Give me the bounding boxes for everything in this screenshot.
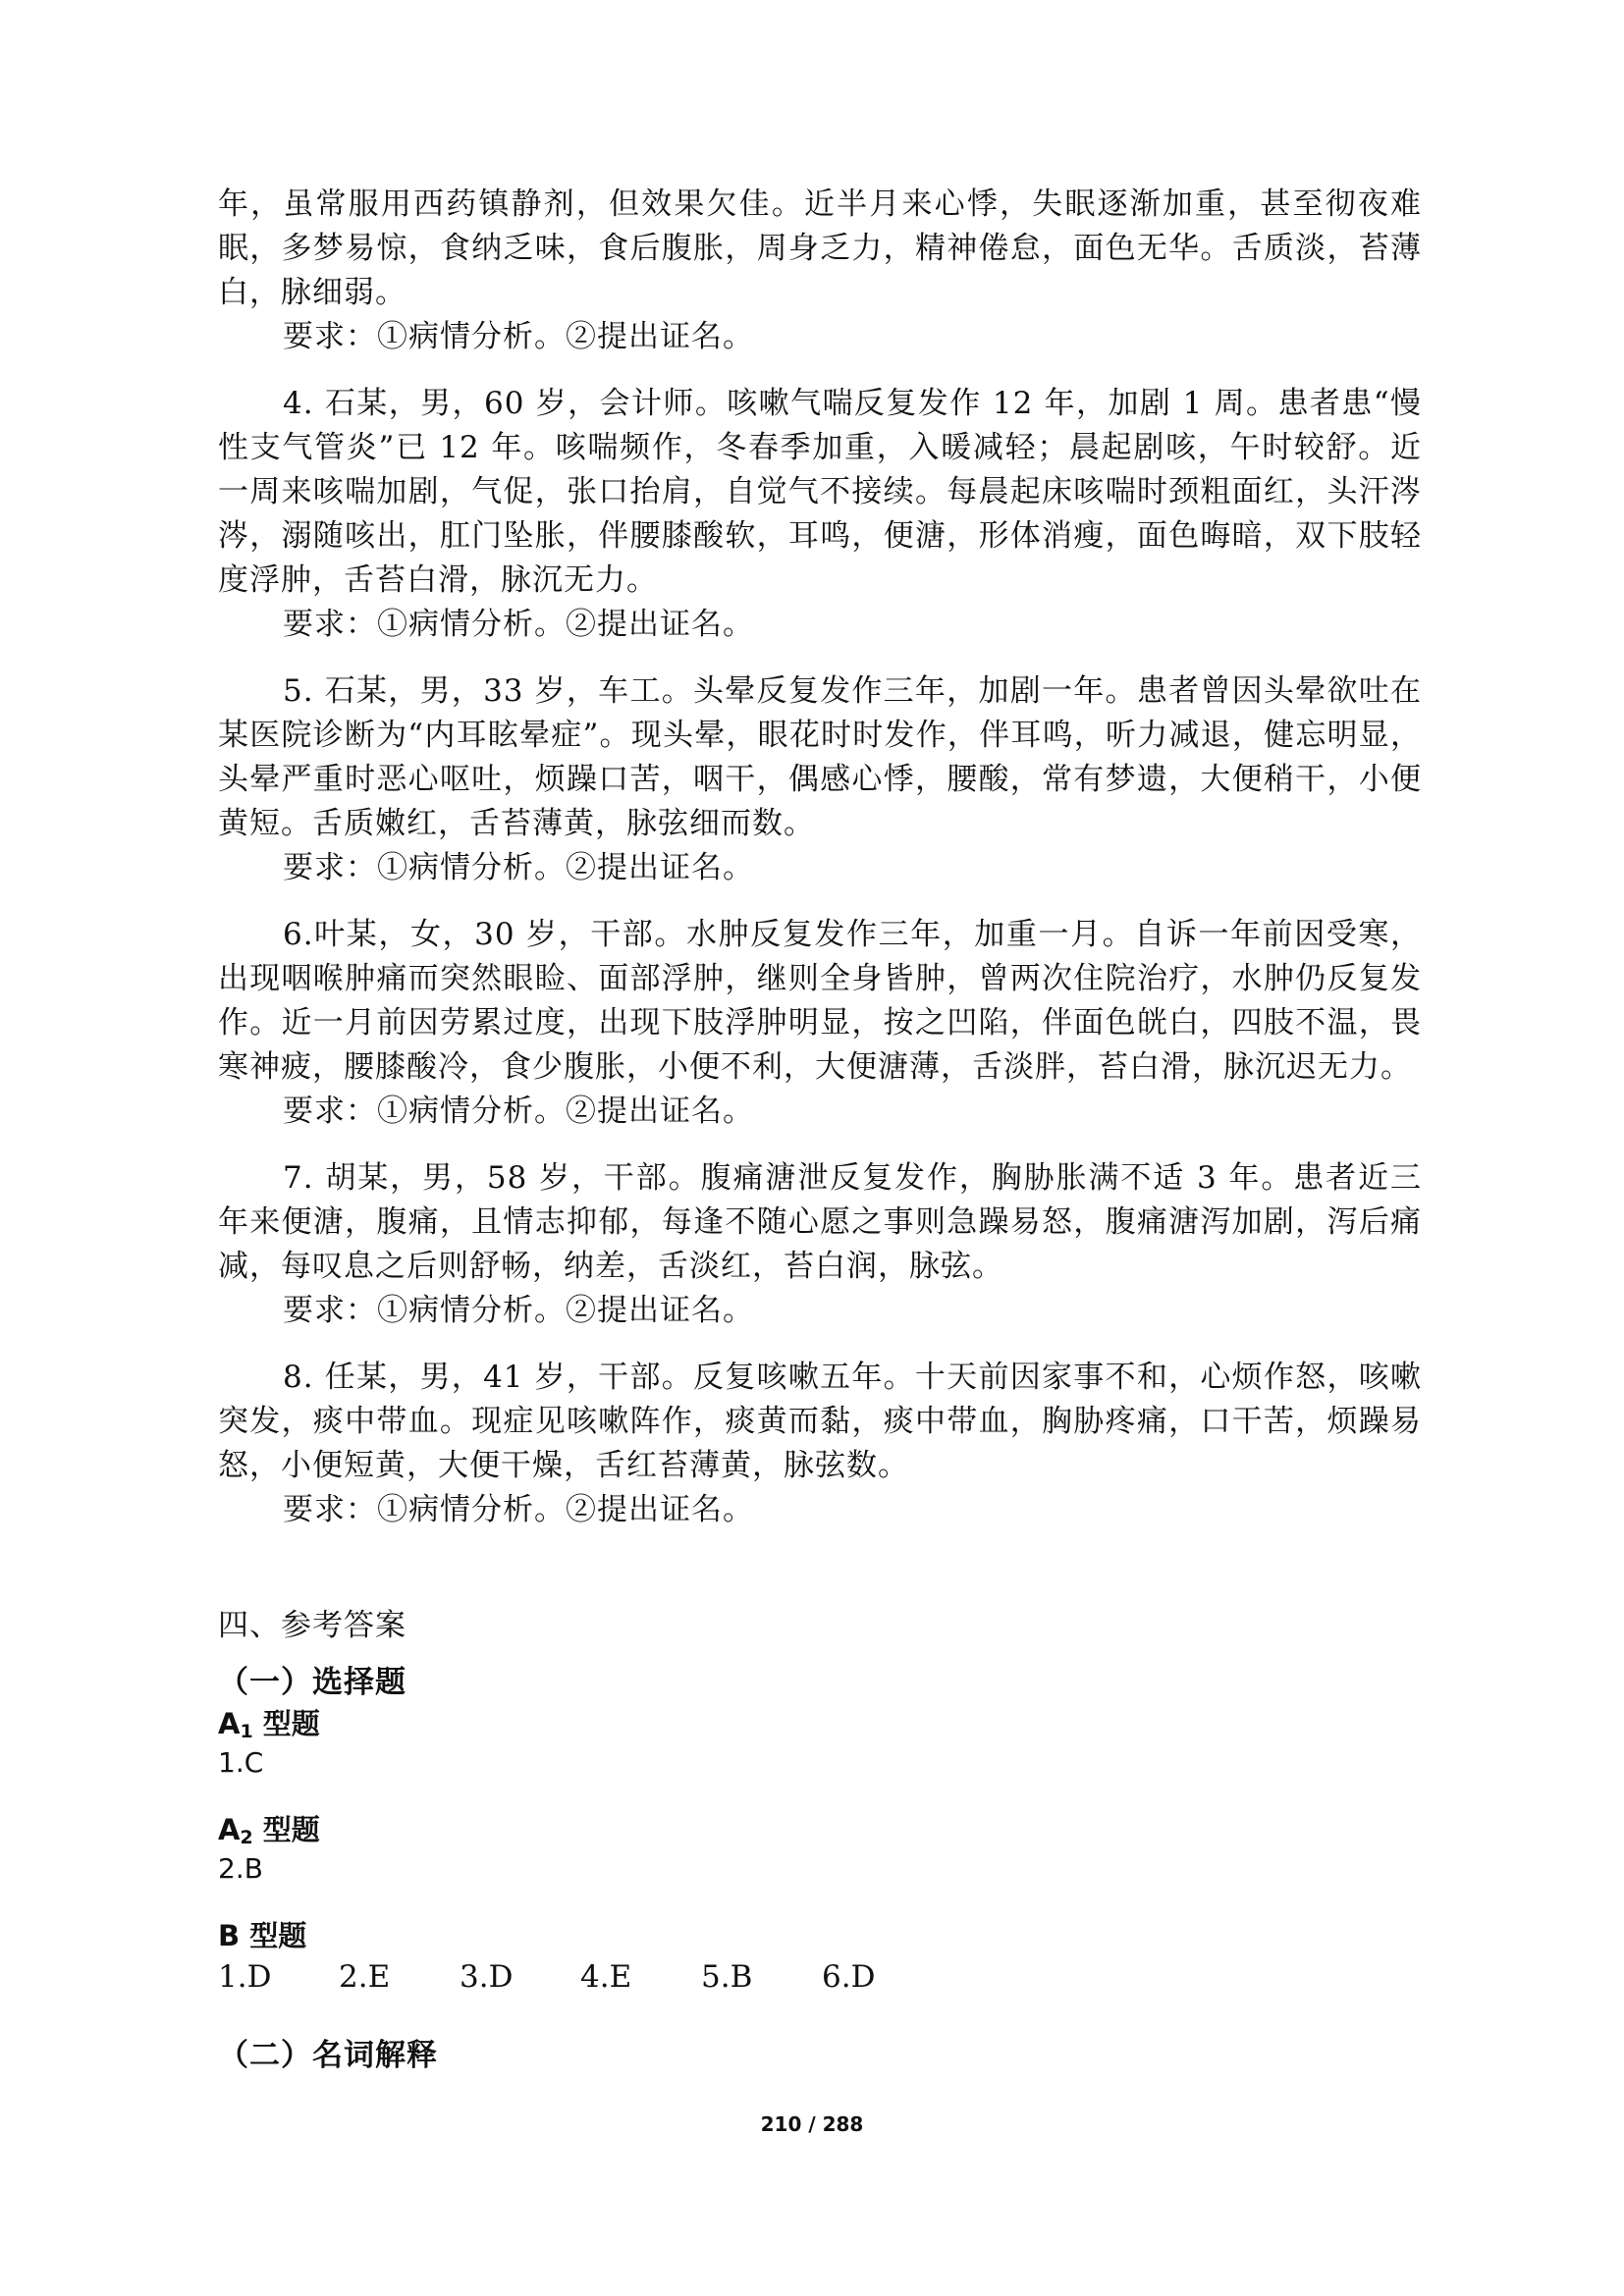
- b-answer: 4.E: [580, 1959, 632, 1995]
- case-8-requirement: 要求：①病情分析。②提出证名。: [283, 1492, 754, 1527]
- a1-type-heading: $A_1$ 型题: [218, 1707, 320, 1742]
- answers-heading: 四、参考答案: [218, 1608, 406, 1643]
- case-3-requirement: 要求：①病情分析。②提出证名。: [283, 319, 754, 354]
- case-7-requirement: 要求：①病情分析。②提出证名。: [283, 1293, 754, 1328]
- choice-questions-heading: （一）选择题: [218, 1665, 406, 1700]
- b-type-answers: [218, 1955, 1422, 1999]
- b-answer: 5.B: [701, 1959, 753, 1995]
- case-5-text: 5. 石某，男，33 岁，车工。头晕反复发作三年，加剧一年。患者曾因头晕欲吐在某医院诊断为“内耳眩晕症”。现头晕，眼花时时发作，伴耳鸣，听力减退，健忘明显，头晕严重时恶心呕吐，烦躁口苦，咽干，偶感心悸，腰酸，常有梦遗，大便稍干，小便黄短。舌质嫩红，舌苔薄黄，脉弦细而数。: [218, 673, 1422, 841]
- b-type-heading: B 型题: [218, 1919, 307, 1952]
- b-answer: 1.D: [218, 1959, 272, 1995]
- page-number: 210 / 288: [760, 2112, 864, 2136]
- b-answer: 6.D: [822, 1959, 876, 1995]
- b-answer: 2.E: [339, 1959, 391, 1995]
- case-6-requirement: 要求：①病情分析。②提出证名。: [283, 1094, 754, 1129]
- case-8-text: 8. 任某，男，41 岁，干部。反复咳嗽五年。十天前因家事不和，心烦作怒，咳嗽突发，痰中带血。现症见咳嗽阵作，痰黄而黏，痰中带血，胸胁疼痛，口干苦，烦躁易怒，小便短黄，大便干燥，舌红苔薄黄，脉弦数。: [218, 1360, 1422, 1483]
- case-4-text: 4. 石某，男，60 岁，会计师。咳嗽气喘反复发作 12 年，加剧 1 周。患者患“慢性支气管炎”已 12 年。咳喘频作，冬春季加重，入暖减轻；晨起剧咳，午时较舒。近一周来咳喘加剧，气促，张口抬肩，自觉气不接续。每晨起床咳喘时颈粗面红，头汗涔涔，溺随咳出，肛门坠胀，伴腰膝酸软，耳鸣，便溏，形体消瘦，面色晦暗，双下肢轻度浮肿，舌苔白滑，脉沉无力。: [218, 386, 1422, 598]
- b-answer: 3.D: [460, 1959, 514, 1995]
- case-5-requirement: 要求：①病情分析。②提出证名。: [283, 850, 754, 885]
- case-3-continued-text: 年，虽常服用西药镇静剂，但效果欠佳。近半月来心悸，失眠逐渐加重，甚至彻夜难眠，多梦易惊，食纳乏味，食后腹胀，周身乏力，精神倦怠，面色无华。舌质淡，苔薄白，脉细弱。: [218, 187, 1422, 310]
- case-7-text: 7. 胡某，男，58 岁，干部。腹痛溏泄反复发作，胸胁胀满不适 3 年。患者近三年来便溏，腹痛，且情志抑郁，每逢不随心愿之事则急躁易怒，腹痛溏泻加剧，泻后痛减，每叹息之后则舒畅，纳差，舌淡红，苔白润，脉弦。: [218, 1160, 1422, 1284]
- case-4-requirement: 要求：①病情分析。②提出证名。: [283, 607, 754, 642]
- a2-answer: 2.B: [218, 1852, 263, 1885]
- a1-answer: 1.C: [218, 1746, 264, 1779]
- a2-type-heading: $A_2$ 型题: [218, 1813, 320, 1848]
- page-content: [218, 183, 1422, 2077]
- case-6-text: 6.叶某，女，30 岁，干部。水肿反复发作三年，加重一月。自诉一年前因受寒，出现咽喉肿痛而突然眼睑、面部浮肿，继则全身皆肿，曾两次住院治疗，水肿仍反复发作。近一月前因劳累过度，出现下肢浮肿明显，按之凹陷，伴面色㿠白，四肢不温，畏寒神疲，腰膝酸冷，食少腹胀，小便不利，大便溏薄，舌淡胖，苔白滑，脉沉迟无力。: [218, 917, 1422, 1085]
- term-explanation-heading: （二）名词解释: [218, 2038, 438, 2073]
